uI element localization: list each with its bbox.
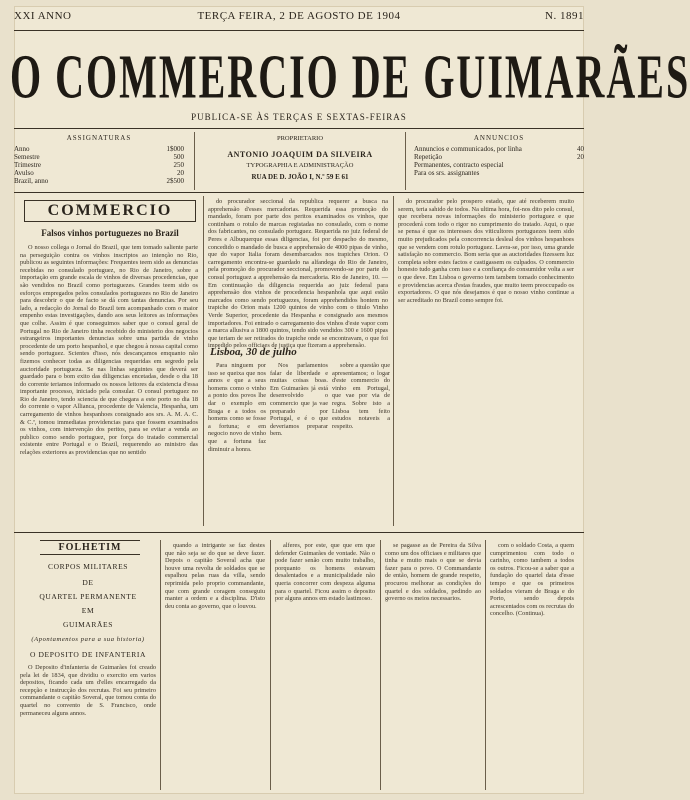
date-line — [14, 10, 584, 26]
column-divider — [393, 196, 394, 526]
article-text: alferes, por este, que que em que defender Guimarães de vontade. Não o pode fazer senão com muito trabalho, porquanto os homens estavam desalentados e a municipalidade não queria concorrer com despeza alguma para o quartel. Ficou assim o deposito por alguns annos em estado lastimoso. — [275, 542, 375, 603]
subscription-value: 500 — [173, 153, 184, 161]
folhetim-column-5 — [490, 542, 574, 790]
issue-number: N. 1891 — [545, 10, 584, 22]
subscription-label: Trimestre — [14, 161, 41, 169]
ad-rate-label: Repetição — [414, 153, 442, 161]
ads-title: ANNUNCIOS — [473, 134, 525, 142]
band-rule-top — [14, 128, 584, 129]
ad-rate-value: 40 — [577, 145, 584, 153]
article-text: com o soldado Costa, a quem cumprimentou com todo o carinho, como tambem a todos os outros. Ficou-se a saber que a fundação do quartel data d'esse tempo e que os primeiros soldados vieram de Braga e do Porto, sendo depois acrescentados com os recrutas do concelho. (Continua). — [490, 542, 574, 618]
ads-list — [414, 145, 584, 177]
folhetim-title-4: EM — [81, 606, 95, 615]
folhetim-title-3: QUARTEL PERMANENTE — [39, 592, 137, 601]
article-column-2b — [270, 362, 328, 526]
folhetim-column-3 — [275, 542, 375, 790]
subscription-value: 250 — [173, 161, 184, 169]
commercio-headline: Falsos vinhos portuguezes no Brazil — [41, 228, 179, 238]
top-rule — [14, 30, 584, 31]
ads-box — [414, 132, 584, 190]
column-divider — [270, 540, 271, 790]
subscription-label: Anno — [14, 145, 30, 153]
article-text: se pagasse as de Pereira da Silva como um dos officiaes e militares que tinha e muito mais o que se devia fazer para o povo. O Commandante de então, homem de grande respeito, procurou melhorar as condições do quartel e dos soldados, pedindo ao governo os meios necessarios. — [385, 542, 481, 603]
publisher-box — [194, 132, 406, 190]
folhetim-title-2: DE — [82, 578, 94, 587]
info-band — [14, 132, 584, 190]
article-column-2a — [208, 362, 266, 526]
column-divider — [380, 540, 381, 790]
year-label: XXI ANNO — [14, 10, 72, 22]
article-text: Para ninguem por isso se queixa que nos annos e que a seus homens como o vinho a ponto dos povos lhe dar o exemplo em Braga e a todos os homens como se fosse a fortuna; e em negocio novo de vinho que a fortuna faz diminuir a honra. — [208, 362, 266, 453]
folhetim-title-6: (Apontamentos para a sua historia) — [31, 636, 145, 643]
press-label: TYPOGRAPHIA E ADMINISTRAÇÃO — [246, 162, 354, 169]
issue-date: TERÇA FEIRA, 2 DE AGOSTO DE 1904 — [197, 10, 401, 22]
folhetim-title-7: O DEPOSITO DE INFANTERIA — [30, 650, 146, 659]
subscription-label: Brazil, anno — [14, 177, 49, 185]
subscriptions-title: ASSIGNATURAS — [66, 134, 132, 142]
article-text: do procurador pelo prospero estado, que até receberem muito serem, teria sahido de todos. Na ultima hora, foi-nos dito pelo consul, que recebera novas informações do ministerio portuguez e que procederá com todo o rigor no cumprimento do tratado. Aqui, o que se pensa é que os interesses dos viticultores portuguezes teem sido muito prejudicados pela concorrencia desleal dos vinhos hespanhoes que se vendem com rotulo portuguez. Lavra-se, por isso, uma grande satisfação no commercio. Bom seria que as auctoridades fizessem luz completa sobre estes factos e castigassem os culpados. O commercio honesto tudo ganha com isso e a confiança do consumidor volta a ser o que deve. Em Lisboa o governo tem tambem tomado conhecimento e providencias acerca d'estas fraudes, que muito teem preoccupado os exportadores. O que nós desejamos é que o nosso vinho continue a ser acreditado no Brazil como sempre foi. — [398, 198, 574, 304]
subscription-value: 2$500 — [166, 177, 184, 185]
folhetim-title-1: CORPOS MILITARES — [47, 562, 129, 571]
ad-rate-row — [414, 161, 584, 169]
article-column-1 — [20, 244, 198, 526]
subscription-label: Semestre — [14, 153, 40, 161]
column-divider — [485, 540, 486, 790]
ad-rate-label: Permanentes, contracto especial — [414, 161, 504, 169]
ad-rate-row — [414, 145, 584, 153]
article-text: O nosso collega o Jornal do Brazil, que tem tomado saliente parte na perseguição contra os vinhos inscriptos ao intenção no Rio, publicou as seguintes informações: Frequentes teem sido as denuncias recebidas no consulado portuguez, no Rio de Janeiro, sobre a importação em grande escala de vinhos de diversas procedencias, que são vendidos no Brazil como portuguezes. Grandes teem sido os esforços empregados pelos consulados portuguezes no Rio de Janeiro para descobrir o que de facto se dá com tantas denuncias. Por seu lado, a redacção do Jornal do Brazil tem acompanhado com o maior empenho estas investigações, dando aos seus leitores as informações que colhe. Assim é que conseguimos saber que o consul geral de Portugal no Rio de Janeiro tinha recebido do ministerio dos negocios estrangeiros importantes denuncias sobre uma partida de vinho procedente de um porto hespanhol, e que chegou à nossa capital como sendo portuguez. Scientes d'isso, nós descançamos emquanto não fizemos conhecer todas as diligencias requeridas em segredo pela auctoridade portugueza. Se nas linhas seguintes que deverá ser guardado para o bom exito das diligencias encetadas, desde o dia 18 do corrente teriamos informado os nossos leitores da existencia d'essa importante processo, iniciado pela consular. O consul portuguez no Rio de Janeiro, tendo sciencia de que chegara a este porto no dia 18 do corrente o vapor Allianca, procedente de Valencia, Hespanha, um carregamento de vinhos hespanhoes consignado aos srs. A. M. A. C. & C.ª, tomou immediatas providencias para que fossem examinados os vinhos, com intervenção dos peritos, para se evitar a venda ao publico como sendo portuguez, por força do tratado commercial existente entre Portugal e o Brazil, requerendo ao ministro das relações exteriores as providencias que no sentido — [20, 244, 198, 457]
ad-rate-row — [414, 169, 584, 177]
folhetim-rule — [14, 532, 584, 533]
section-title-commercio: COMMERCIO — [24, 200, 196, 222]
article-text: sobre a questão que apresentamos; o logar d'este commercio do vinho em Portugal, que vae por via de regra. Sobre isto a Lisboa tem feito estudos notaveis a respeito. — [332, 362, 390, 430]
article-text: do procurador seccional da republica requerer a busca na apprehensão d'esses mercadorias. Requerida essa promoção do mandado, foram por parte dos peritos examinados os vinhos, que continham o rotulo de marcas registadas no consulado, com o nome dos fabricantes, no consulado portuguez. Requerida no juiz federal de Peres e Albuquerque essas diligencias, foi por despacho do mesmo, concedido o mandado de busca e apprehensão de 4000 pipas de vinho, que do vapor Italia foram desembarcados nos trapiches Orion. O carregamento encontra-se guardado na alfandega do Rio de Janeiro, pela promoção do procurador seccional, promovendo-se por parte do consul portuguez a apprehensão da mercadoria. Rio de Janeiro, 10. — Em continuação da diligencia requerida ao juiz federal para apprehensão dos vinhos de procedencia hespanhola que aqui estão marcados como sendo portuguezes, foram apprehendidos hontem no trapiche do Orion mais 1200 quintos de vinho com o titulo Vinho Verde Superior, procedente da Hespanha e consignado aos mesmos importadores. Foi entrado o carregamento dos vinhos d'este vapor com a marca allusiva a 1800 quintos, tendo sido vendidos 300 e 1600 pipas que teriam de ser retirados do trapiche onde se encontravam, o que foi impedido pelos officiaes de justiça que fizeram a apprehensão. — [208, 198, 388, 350]
owner-name: ANTONIO JOAQUIM DA SILVEIRA — [227, 150, 373, 159]
band-rule-bottom — [14, 192, 584, 193]
masthead-subtitle: PUBLICA-SE ÀS TERÇAS E SEXTAS-FEIRAS — [191, 112, 407, 122]
column-divider — [160, 540, 161, 790]
press-address: RUA DE D. JOÃO I, N.º 59 E 61 — [251, 173, 349, 181]
folhetim-column-1 — [20, 664, 156, 790]
subscription-row — [14, 169, 184, 177]
article-text: O Deposito d'infanteria de Guimarães foi creado pela lei de 1834, que dividiu o exercito em varios depositos, ficando cada um d'elles encarregado da recepção e instrucção dos recrutas. Foi seu primeiro commandante o capitão Soveral, que tomou conta do quartel no convento de S. Francisco, onde permaneceu alguns annos. — [20, 664, 156, 717]
folhetim-column-2 — [165, 542, 265, 790]
subscriptions-list — [14, 145, 184, 185]
subscription-label: Avulso — [14, 169, 34, 177]
ad-rate-label: Para os srs. assignantes — [414, 169, 480, 177]
subscription-row — [14, 161, 184, 169]
subscription-value: 1$000 — [166, 145, 184, 153]
subscription-value: 20 — [177, 169, 184, 177]
subscription-row — [14, 153, 184, 161]
owner-label: PROPRIETARIO — [276, 135, 324, 142]
subscription-row — [14, 177, 184, 185]
ad-rate-row — [414, 153, 584, 161]
article-column-3 — [398, 198, 574, 526]
folhetim-title-5: GUIMARÃES — [63, 620, 113, 629]
masthead-title: O COMMERCIO DE GUIMARÃES — [10, 41, 690, 112]
ad-rate-label: Annuncios e communicados, por linha — [414, 145, 522, 153]
folhetim-title: FOLHETIM — [40, 540, 140, 555]
article-column-2c — [332, 362, 390, 526]
subscriptions-box — [14, 132, 184, 190]
subscription-row — [14, 145, 184, 153]
ad-rate-value: 20 — [577, 153, 584, 161]
lisboa-dateline: Lisboa, 30 de julho — [210, 346, 297, 358]
article-column-2 — [208, 198, 388, 350]
folhetim-column-4 — [385, 542, 481, 790]
article-text: quando a intrigante se faz destes que não seja se do que se deve fazer. Depois o capitão Soveral acha que houve uma revolta de soldados que se espalhou pelas ruas da villa, sendo reprimida pelo proprio commandante, que com grande coragem conseguiu manter a ordem e a disciplina. D'isto deu conta ao governo, que o louvou. — [165, 542, 265, 610]
article-text: Nos parlamentos falar de liberdade e muitas coisas boas. Em Guimarães já está desenvolvido o commercio que ja vae preparado por Portugal, e é o que deveriamos preparar bem. — [270, 362, 328, 438]
column-divider — [203, 196, 204, 526]
